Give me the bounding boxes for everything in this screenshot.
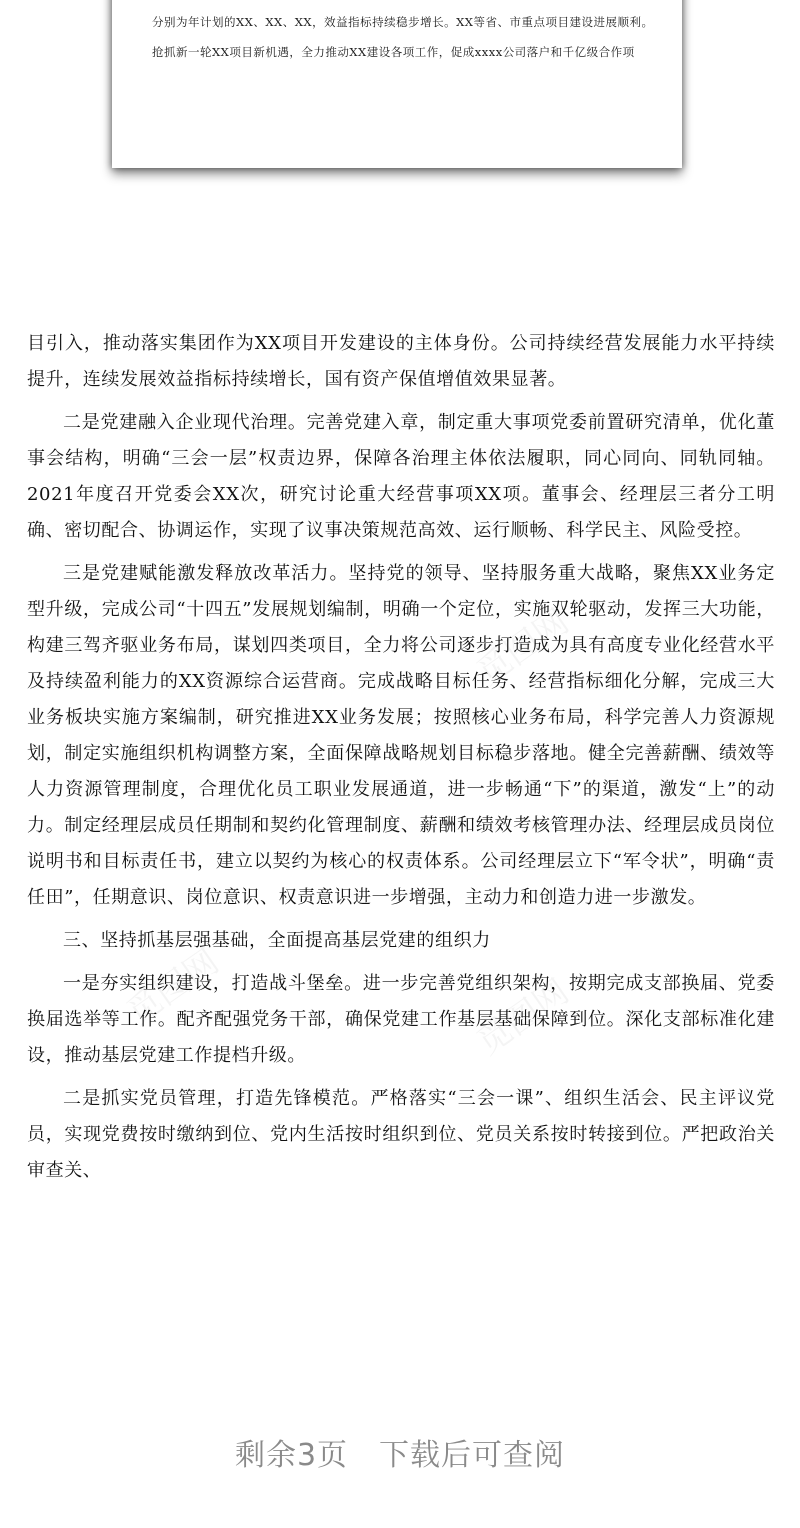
remaining-pages-link[interactable]: 剩余3页 下载后可查阅 — [234, 1438, 566, 1473]
paragraph: 一是夯实组织建设，打造战斗堡垒。进一步完善党组织架构，按期完成支部换届、党委换届选举等工作。配齐配强党务干部，确保党建工作基层基础保障到位。深化支部标准化建设，推动基层党建工作提档升级。 — [27, 973, 775, 1066]
bottom-fade — [0, 1470, 800, 1528]
paragraph: 目引入，推动落实集团作为XX项目开发建设的主体身份。公司持续经营发展能力水平持续提升，连续发展效益指标持续增长，国有资产保值增值效果显著。 — [27, 333, 775, 390]
page-preview-card — [112, 0, 682, 168]
paragraph: 三是党建赋能激发释放改革活力。坚持党的领导、坚持服务重大战略，聚焦XX业务定型升级，完成公司“十四五”发展规划编制，明确一个定位，实施双轮驱动，发挥三大功能，构建三驾齐驱业务布局，谋划四类项目，全力将公司逐步打造成为具有高度专业化经营水平及持续盈利能力的XX资源综合运营商。完成战略目标任务、经营指标细化分解，完成三大业务板块实施方案编制，研究推进XX业务发展；按照核心业务布局，科学完善人力资源规划，制定实施组织机构调整方案，全面保障战略规划目标稳步落地。健全完善薪酬、绩效等人力资源管理制度，合理优化员工职业发展通道，进一步畅通“下”的渠道，激发“上”的动力。制定经理层成员任期制和契约化管理制度、薪酬和绩效考核管理办法、经理层成员岗位说明书和目标责任书，建立以契约为核心的权责体系。公司经理层立下“军令状”，明确“责任田”，任期意识、岗位意识、权责意识进一步增强，主动力和创造力进一步激发。 — [27, 563, 775, 908]
section-heading: 三、坚持抓基层强基础，全面提高基层党建的组织力 — [63, 930, 491, 951]
preview-text-line: 分别为年计划的XX、XX、XX，效益指标持续稳步增长。XX等省、市重点项目建设进展顺利。 — [152, 15, 654, 29]
preview-text-line: 抢抓新一轮XX项目新机遇，全力推动XX建设各项工作，促成xxxx公司落户和千亿级合作项 — [152, 45, 635, 59]
paragraph: 二是抓实党员管理，打造先锋模范。严格落实“三会一课”、组织生活会、民主评议党员，实现党费按时缴纳到位、党内生活按时组织到位、党员关系按时转接到位。严把政治关审查关、 — [27, 1088, 775, 1181]
paragraph: 二是党建融入企业现代治理。完善党建入章，制定重大事项党委前置研究清单，优化董事会结构，明确“三会一层”权责边界，保障各治理主体依法履职，同心同向、同轨同轴。2021年度召开党委会XX次，研究讨论重大经营事项XX项。董事会、经理层三者分工明确、密切配合、协调运作，实现了议事决策规范高效、运行顺畅、科学民主、风险受控。 — [27, 412, 775, 541]
document-body — [27, 326, 775, 1196]
